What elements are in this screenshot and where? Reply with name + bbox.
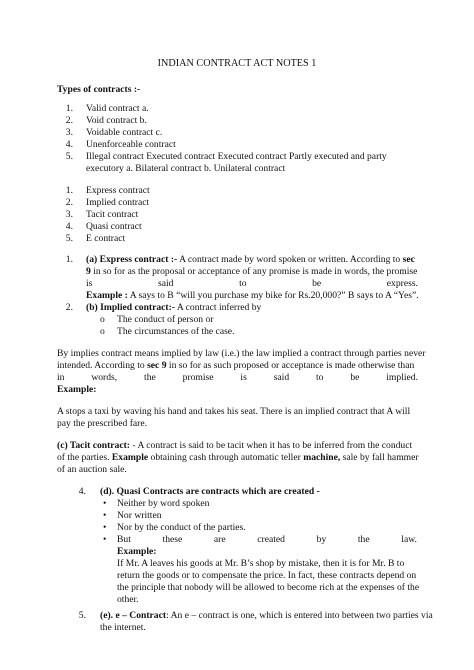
list-item: Void contract b. bbox=[86, 115, 147, 126]
quasi-label: (d). Quasi Contracts are contracts which are created - bbox=[100, 486, 320, 497]
express-line3: is said to be express. bbox=[86, 278, 418, 289]
implied-label: (b) Implied contract:- bbox=[86, 302, 175, 313]
list-item: Unenforceable contract bbox=[86, 139, 176, 150]
express-label: (a) Express contract :- bbox=[86, 254, 178, 265]
list-item: Valid contract a. bbox=[86, 103, 149, 114]
example-label: Example: bbox=[117, 546, 157, 557]
types-heading: Types of contracts :- bbox=[57, 84, 141, 95]
page-title: INDIAN CONTRACT ACT NOTES 1 bbox=[157, 58, 317, 69]
example-label: Example: bbox=[57, 384, 97, 395]
bullet-item: But these are created by the law. bbox=[117, 534, 417, 545]
document-page: INDIAN CONTRACT ACT NOTES 1 Types of contracts :- 1. Valid contract a. 2. Void contract b. 3. Voidable contract c. 4. Unenforceable contract 5. Illegal contract Executed contract Executed contract Partly executed and party executory a. Bilateral contract b. Unilateral contract 1. Express contract 2. Implied contract 3. Tacit contract 4. Quasi contract 5. E contract 1. (a) Express contract :- A contract made by word spoken or written. According to sec 9 in so for as the proposal or acceptance of any promise is made in words, the promise is said to be express. Example : A says to B “will you purchase my bike for Rs.20,000?” B says to A “Yes”. 2. (b) Implied contract:- A contract inferred by o The conduct of person or o The circumstances of the case. By implies contract means implied by law (i.e.) the law implied a contract through parties never intended. According to sec 9 in so for as such proposed or acceptance is made otherwise than in words, the promise is said to be implied. Example: A stops a taxi by waving his hand and takes his seat. There is an implied contract that A will pay the prescribed fare. (c) Tacit contract: - A contract is said to be tacit when it has to be inferred from the conduct of the parties. Example obtaining cash through automatic teller machine, sale by fall hammer of an auction sale. 4. (d). Quasi Contracts are contracts which are created - • Neither by word spoken • Nor written • Nor by the conduct of the parties. • But these are created by the law. Example: If Mr. A leaves his goods at Mr. B’s shop by mistake, then it is for Mr. B to return the goods or to compensate the price. In fact, these contracts depend on the principle that nobody will be allowed to become rich at the expenses of the other. 5. (e). e – Contract: An e – contract is one, which is entered into between two parties via the internet. bbox=[0, 0, 474, 670]
list-item: E contract bbox=[86, 233, 126, 244]
implied-line3: in words, the promise is said to be implied. bbox=[57, 372, 418, 383]
sub-item: The circumstances of the case. bbox=[117, 326, 235, 337]
list-item: Quasi contract bbox=[86, 221, 142, 232]
e-contract-label: (e). e – Contract bbox=[100, 610, 167, 621]
bullet-item: Neither by word spoken bbox=[117, 498, 210, 509]
list-item: Express contract bbox=[86, 185, 150, 196]
bullet-item: Nor by the conduct of the parties. bbox=[117, 522, 246, 533]
tacit-label: (c) Tacit contract: bbox=[57, 440, 130, 451]
list-item: Tacit contract bbox=[86, 209, 139, 220]
list-item: Voidable contract c. bbox=[86, 127, 163, 138]
bullet-item: Nor written bbox=[117, 510, 162, 521]
list-item: Implied contract bbox=[86, 197, 150, 208]
list-item-continuation: executory a. Bilateral contract b. Unilateral contract bbox=[86, 163, 286, 174]
list-item: Illegal contract Executed contract Executed contract Partly executed and party bbox=[86, 151, 387, 162]
example-label: Example : bbox=[86, 290, 128, 301]
sub-item: The conduct of person or bbox=[117, 314, 214, 325]
